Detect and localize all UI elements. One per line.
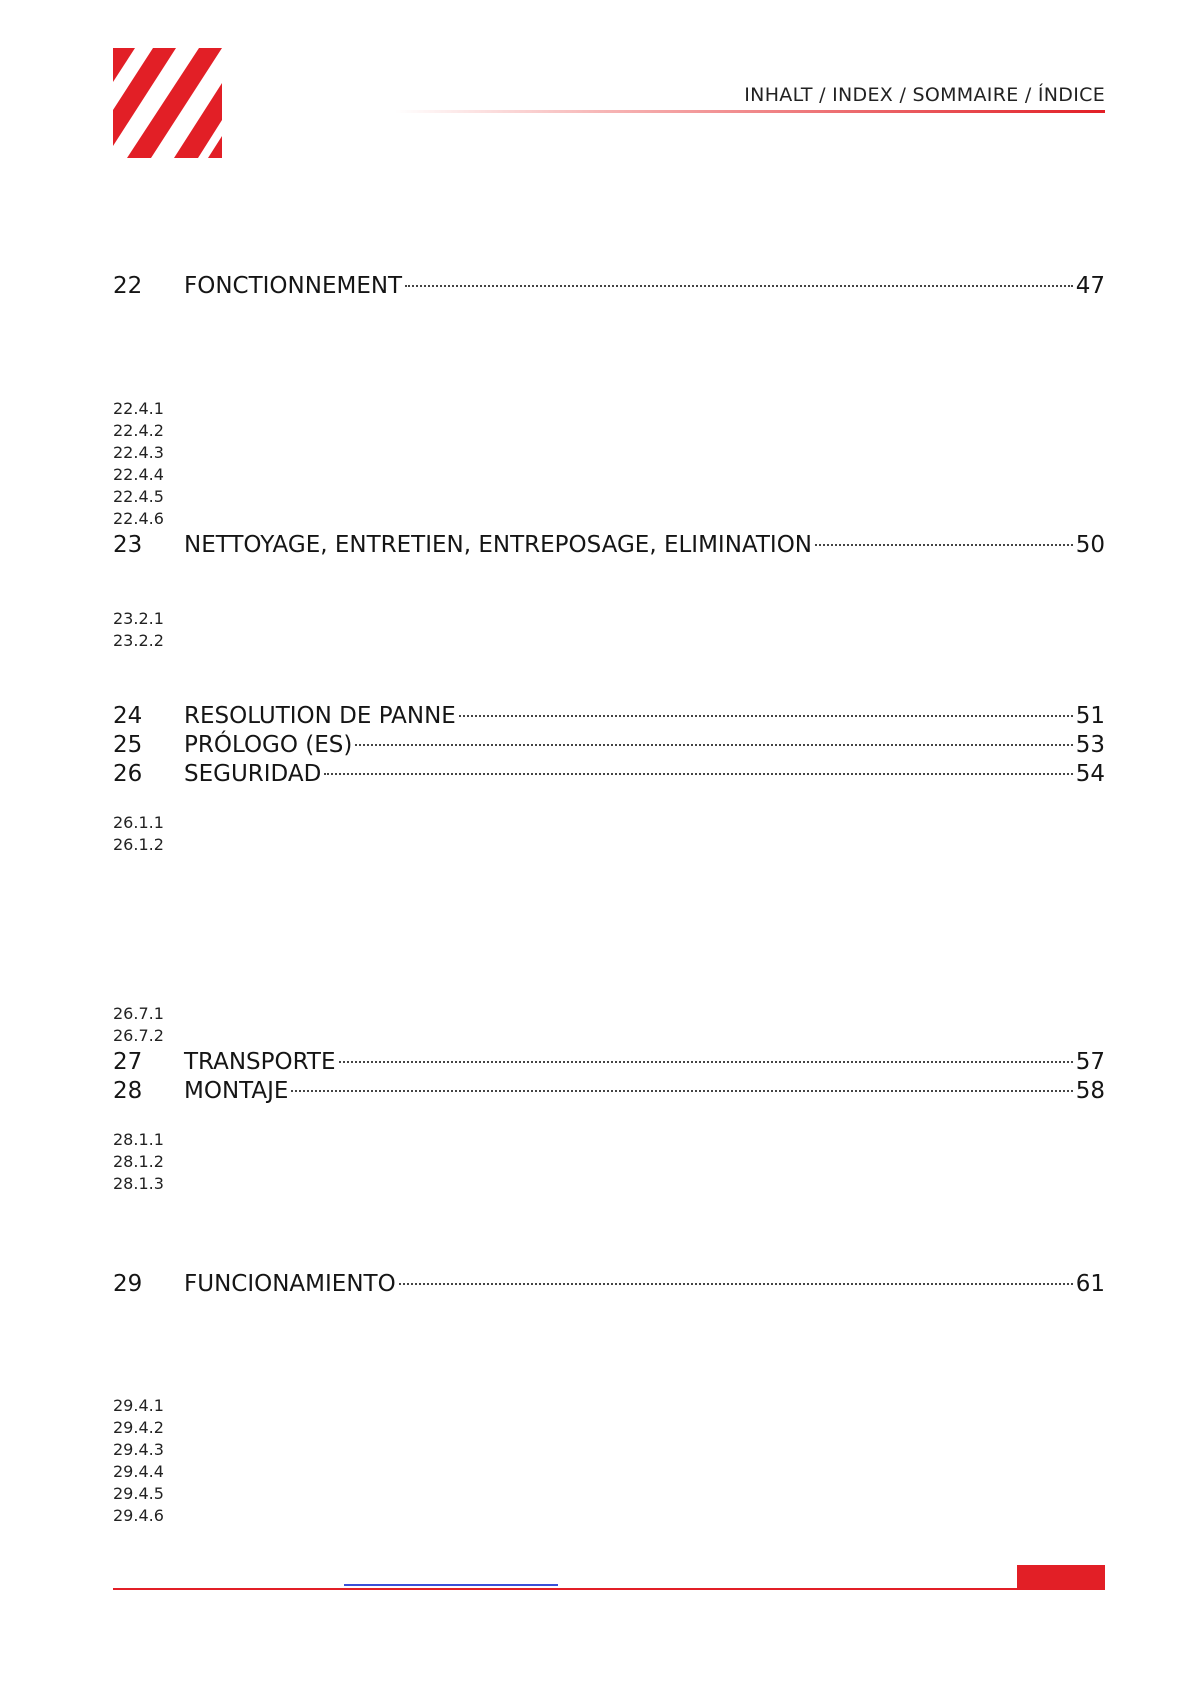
toc-entry-number: 27 bbox=[113, 1049, 143, 1075]
toc-subentry[interactable]: 26.7.1 bbox=[113, 1004, 164, 1023]
toc-subentry[interactable]: 22.4.1 bbox=[113, 399, 164, 418]
dot-leader bbox=[459, 714, 1073, 717]
toc-entry-page: 47 bbox=[1075, 273, 1105, 299]
dot-leader bbox=[324, 772, 1072, 775]
toc-subentry[interactable]: 29.4.2 bbox=[113, 1418, 164, 1437]
toc-entry-page: 61 bbox=[1075, 1271, 1105, 1297]
header-rule bbox=[395, 110, 1105, 113]
brand-stripes-logo bbox=[113, 48, 222, 158]
dot-leader bbox=[405, 284, 1073, 287]
toc-subentry[interactable]: 29.4.5 bbox=[113, 1484, 164, 1503]
toc-entry-label: FUNCIONAMIENTO bbox=[184, 1271, 396, 1297]
toc-subentry[interactable]: 26.1.2 bbox=[113, 835, 164, 854]
dot-leader bbox=[815, 543, 1073, 546]
toc-subentry[interactable]: 23.2.1 bbox=[113, 609, 164, 628]
footer-page-block bbox=[1017, 1565, 1105, 1590]
toc-subentry[interactable]: 22.4.5 bbox=[113, 487, 164, 506]
toc-entry-page: 51 bbox=[1075, 703, 1105, 729]
toc-entry-24[interactable] bbox=[113, 701, 1105, 731]
toc-entry-number: 29 bbox=[113, 1271, 143, 1297]
toc-subentry[interactable]: 22.4.6 bbox=[113, 509, 164, 528]
toc-entry-28[interactable] bbox=[113, 1076, 1105, 1106]
toc-subentry[interactable]: 23.2.2 bbox=[113, 631, 164, 650]
dot-leader bbox=[339, 1060, 1073, 1063]
page-header-title: INHALT / INDEX / SOMMAIRE / ÍNDICE bbox=[744, 84, 1105, 106]
toc-entry-number: 22 bbox=[113, 273, 143, 299]
toc-subentry[interactable]: 29.4.1 bbox=[113, 1396, 164, 1415]
dot-leader bbox=[355, 743, 1072, 746]
toc-entry-27[interactable] bbox=[113, 1047, 1105, 1077]
toc-entry-page: 53 bbox=[1075, 732, 1105, 758]
toc-entry-label: SEGURIDAD bbox=[184, 761, 322, 787]
toc-subentry[interactable]: 26.1.1 bbox=[113, 813, 164, 832]
toc-entry-number: 26 bbox=[113, 761, 143, 787]
toc-subentry[interactable]: 29.4.4 bbox=[113, 1462, 164, 1481]
toc-entry-26[interactable] bbox=[113, 759, 1105, 789]
toc-subentry[interactable]: 28.1.3 bbox=[113, 1174, 164, 1193]
toc-entry-label: RESOLUTION DE PANNE bbox=[184, 703, 456, 729]
toc-entry-page: 54 bbox=[1075, 761, 1105, 787]
dot-leader bbox=[399, 1282, 1073, 1285]
toc-subentry[interactable]: 22.4.2 bbox=[113, 421, 164, 440]
toc-entry-label: MONTAJE bbox=[184, 1078, 289, 1104]
toc-entry-29[interactable] bbox=[113, 1269, 1105, 1299]
toc-entry-25[interactable] bbox=[113, 730, 1105, 760]
dot-leader bbox=[291, 1089, 1072, 1092]
toc-entry-label: TRANSPORTE bbox=[184, 1049, 336, 1075]
toc-entry-page: 57 bbox=[1075, 1049, 1105, 1075]
footer-link-underline[interactable] bbox=[344, 1584, 558, 1586]
toc-subentry[interactable]: 22.4.4 bbox=[113, 465, 164, 484]
toc-entry-number: 23 bbox=[113, 532, 143, 558]
toc-subentry[interactable]: 22.4.3 bbox=[113, 443, 164, 462]
toc-subentry[interactable]: 29.4.6 bbox=[113, 1506, 164, 1525]
toc-entry-number: 28 bbox=[113, 1078, 143, 1104]
toc-entry-page: 50 bbox=[1075, 532, 1105, 558]
toc-subentry[interactable]: 28.1.2 bbox=[113, 1152, 164, 1171]
toc-entry-label: PRÓLOGO (ES) bbox=[184, 732, 353, 758]
toc-entry-label: FONCTIONNEMENT bbox=[184, 273, 403, 299]
toc-entry-22[interactable] bbox=[113, 271, 1105, 301]
toc-entry-23[interactable] bbox=[113, 530, 1105, 560]
toc-entry-number: 24 bbox=[113, 703, 143, 729]
toc-entry-page: 58 bbox=[1075, 1078, 1105, 1104]
toc-entry-number: 25 bbox=[113, 732, 143, 758]
toc-subentry[interactable]: 28.1.1 bbox=[113, 1130, 164, 1149]
footer-rule bbox=[113, 1588, 1105, 1590]
toc-subentry[interactable]: 26.7.2 bbox=[113, 1026, 164, 1045]
toc-subentry[interactable]: 29.4.3 bbox=[113, 1440, 164, 1459]
toc-entry-label: NETTOYAGE, ENTRETIEN, ENTREPOSAGE, ELIMINATION bbox=[184, 532, 812, 558]
